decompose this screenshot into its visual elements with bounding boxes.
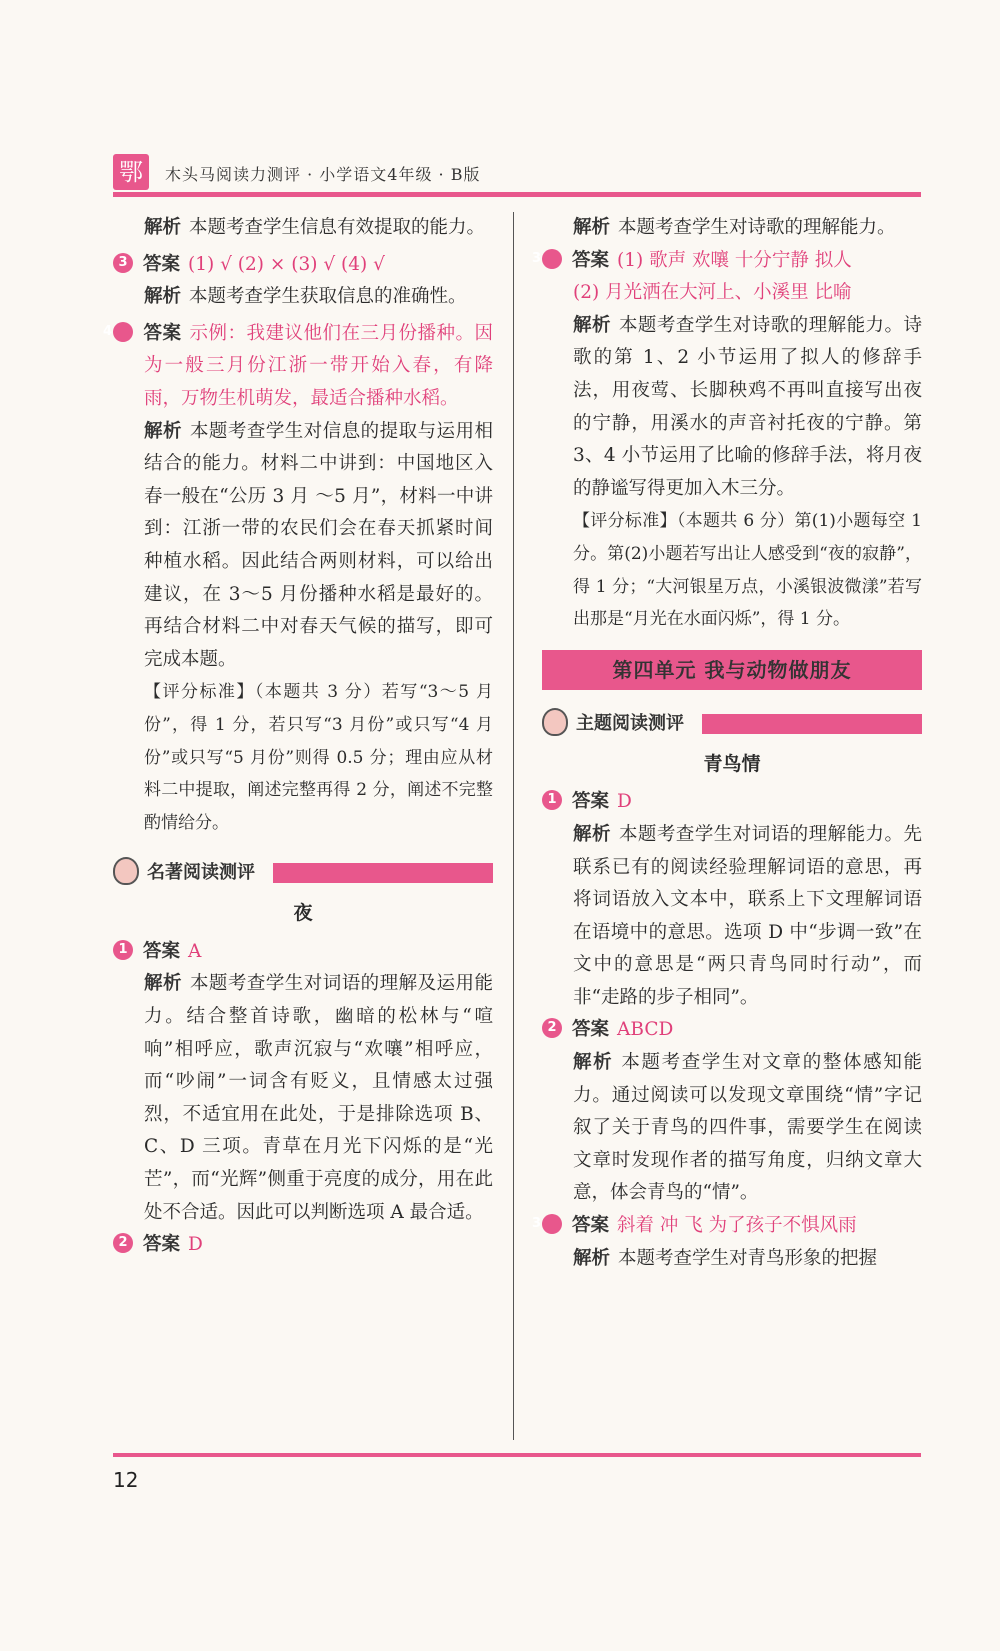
q3-analysis — [113, 281, 493, 314]
p3-analysis — [542, 310, 922, 506]
answer-text: D — [188, 1234, 203, 1256]
analysis-text: 本题考查学生对文章的整体感知能力。通过阅读可以发现文章围绕“情”字记叙了关于青鸟的四件事，需要学生在阅读文章时发现作者的描写角度，归纳文章大意，体会青鸟的“情”。 — [573, 1052, 922, 1204]
analysis-text: 本题考查学生信息有效提取的能力。 — [189, 217, 486, 238]
s2-analysis — [542, 1047, 922, 1210]
analysis-text: 本题考查学生对诗歌的理解能力。诗歌的第 1、2 小节运用了拟人的修辞手法，用夜莺、长脚秧鸡不再叫直接写出夜的宁静，用溪水的声音衬托夜的宁静。第 3、4 小节运用了比喻的修辞手法，将月夜的静谧写得更加入木三分。 — [573, 314, 922, 499]
question-number-icon: 1 — [113, 940, 133, 960]
analysis-label: 解析 — [573, 1247, 611, 1269]
answer-label: 答案 — [572, 791, 610, 813]
question-number-icon: 3 — [542, 1214, 562, 1234]
analysis-text: 本题考查学生对信息的提取与运用相结合的能力。材料二中讲到：中国地区入春一般在“公历 3 月 ～5 月”，材料一中讲到：江浙一带的农民们会在春天抓紧时间种植水稻。因此结合两则材料，可以给出建议，在 3～5 月份播种水稻是最好的。再结合材料二中对春天气候的描写，即可完成本题。 — [144, 420, 493, 670]
analysis-label: 解析 — [144, 420, 182, 442]
poem-title: 夜 — [293, 902, 313, 925]
analysis-label: 解析 — [144, 973, 182, 995]
right-column — [531, 212, 922, 1275]
analysis-text: 本题考查学生对词语的理解及运用能力。结合整首诗歌，幽暗的松林与“喧响”相呼应，歌声沉寂与“欢嚷”相呼应，而“吵闹”一词含有贬义，且情感太过强烈，不适宜用在此处，于是排除选项 B、C、D 三项。青草在月光下闪烁的是“光芒”，而“光辉”侧重于亮度的成分，用在此处不合适。因此可以判断选项 A 最合适。 — [144, 973, 493, 1223]
answer-text: ABCD — [617, 1019, 674, 1041]
header-rule — [113, 192, 921, 197]
analysis-text: 本题考查学生对诗歌的理解能力。 — [618, 217, 896, 238]
section-header — [113, 853, 493, 891]
q2-analysis — [113, 212, 493, 245]
p1-analysis — [113, 968, 493, 1229]
section-bar — [273, 863, 493, 883]
p2-analysis — [542, 212, 922, 245]
column-divider — [513, 212, 514, 1440]
p1-answer — [113, 936, 493, 969]
page-header — [113, 150, 921, 200]
question-number-icon: 4 — [113, 322, 133, 342]
q4-answer — [102, 318, 493, 416]
answer-text: (1) √ (2) × (3) √ (4) √ — [188, 253, 385, 275]
reader-avatar-icon — [113, 857, 139, 885]
analysis-text: 本题考查学生对青鸟形象的把握 — [618, 1247, 878, 1269]
question-number-icon: 2 — [113, 1233, 133, 1253]
q4-analysis — [113, 416, 493, 677]
question-number-icon: 3 — [113, 253, 133, 273]
analysis-label: 解析 — [573, 217, 611, 238]
answer-text: (1) 歌声 欢嚷 十分宁静 拟人 — [617, 249, 852, 271]
question-number-icon: 3 — [542, 249, 562, 269]
answer-label: 答案 — [143, 940, 181, 962]
answer-label: 答案 — [143, 1234, 181, 1256]
q3-answer — [113, 249, 493, 282]
reader-avatar-icon — [542, 708, 568, 736]
s3-analysis — [542, 1243, 922, 1276]
analysis-text: 本题考查学生对词语的理解能力。先联系已有的阅读经验理解词语的意思，再将词语放入文本中，联系上下文理解词语在语境中的意思。选项 D 中“步调一致”在文中的意思是“两只青鸟同时行动”，而非“走路的步子相同”。 — [573, 823, 922, 1008]
s3-answer — [531, 1210, 922, 1243]
region-badge: 鄂 — [113, 154, 149, 190]
answer-label: 答案 — [572, 1215, 610, 1237]
p3-answer — [531, 245, 922, 278]
p3-scoring: 【评分标准】（本题共 6 分）第(1)小题每空 1 分。第(2)小题若写出让人感受到“夜的寂静”，得 1 分；“大河银星万点，小溪银波微漾”若写出那是“月光在水面闪烁”，得 1 分。 — [573, 511, 922, 630]
answer-text: D — [617, 791, 632, 813]
section-bar — [702, 714, 922, 734]
left-column — [102, 212, 493, 1262]
answer-text: 示例：我建议他们在三月份播种。因为一般三月份江浙一带开始入春，有降雨，万物生机萌发，最适合播种水稻。 — [144, 322, 493, 409]
s2-answer — [542, 1014, 922, 1047]
answer-label: 答案 — [143, 253, 181, 275]
answer-text: A — [188, 940, 202, 962]
header-title: 木头马阅读力测评 · 小学语文4年级 · B版 — [165, 165, 481, 184]
unit-banner: 第四单元 我与动物做朋友 — [542, 650, 922, 690]
page-number: 12 — [113, 1468, 139, 1492]
answer-label: 答案 — [572, 1019, 610, 1041]
p3-answer-2: (2) 月光洒在大河上、小溪里 比喻 — [573, 282, 852, 304]
analysis-label: 解析 — [573, 823, 611, 845]
analysis-label: 解析 — [144, 217, 182, 238]
section-title: 名著阅读测评 — [147, 862, 255, 884]
question-number-icon: 1 — [542, 790, 562, 810]
footer-rule — [113, 1453, 921, 1457]
q4-scoring: 【评分标准】（本题共 3 分）若写“3～5 月份”，得 1 分，若只写“3 月份”或只写“4 月份”或只写“5 月份”则得 0.5 分；理由应从材料二中提取，阐述完整再得 2 分，阐述不完整酌情给分。 — [144, 682, 493, 833]
section-header — [542, 704, 922, 742]
p2-answer — [113, 1229, 493, 1262]
answer-label: 答案 — [572, 249, 610, 271]
analysis-label: 解析 — [573, 1052, 614, 1074]
analysis-label: 解析 — [144, 286, 182, 308]
story-title: 青鸟情 — [703, 752, 761, 775]
analysis-text: 本题考查学生获取信息的准确性。 — [189, 286, 467, 308]
answer-text: 斜着 冲 飞 为了孩子不惧风雨 — [617, 1215, 857, 1237]
s1-analysis — [542, 819, 922, 1015]
analysis-label: 解析 — [573, 314, 611, 336]
section-title: 主题阅读测评 — [576, 712, 684, 734]
question-number-icon: 2 — [542, 1018, 562, 1038]
answer-label: 答案 — [143, 322, 182, 344]
s1-answer — [542, 786, 922, 819]
